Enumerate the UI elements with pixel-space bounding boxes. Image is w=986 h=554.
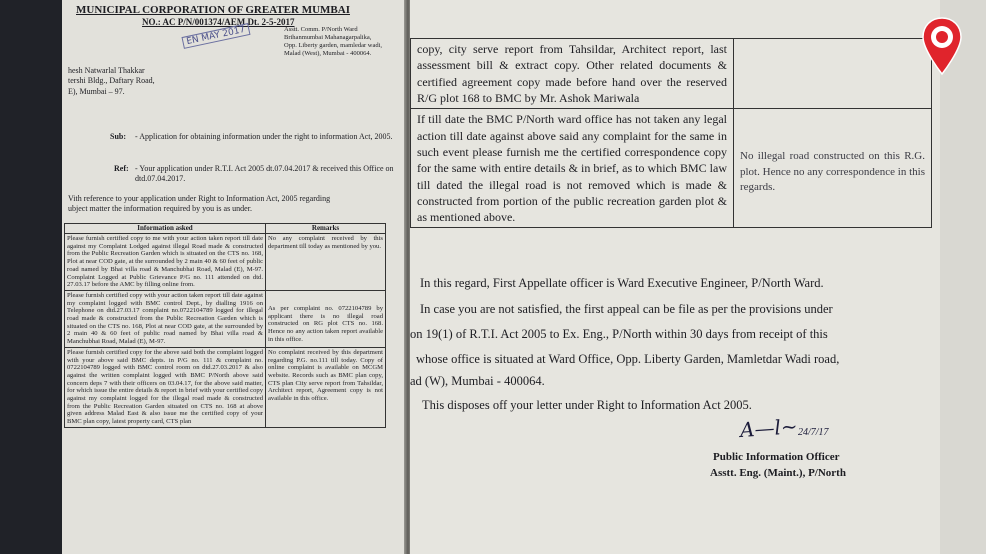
- document-page-left: [62, 0, 406, 554]
- received-stamp: EN MAY 2017: [181, 23, 250, 49]
- reference-label: Ref:: [114, 164, 129, 173]
- document-page-right: [410, 0, 940, 554]
- column-header: Information asked: [65, 224, 266, 234]
- table-row: [65, 234, 386, 291]
- officer-designation: Asstt. Eng. (Maint.), P/North: [710, 467, 846, 479]
- remarks-cell: No any complaint received by this department till today as mentioned by you.: [266, 234, 386, 291]
- remarks-cell: No complaint received by this department regarding P.G. no.111 till today. Copy of online complaint is available on MCGM website. Records such as BMC plan copy, CTS plan City serve report from Tahsildar, Architect report, Agreement copy is not available in this office.: [266, 347, 386, 427]
- table-row: [65, 290, 386, 347]
- background-right: [938, 0, 986, 554]
- officer-title: Public Information Officer: [713, 451, 840, 463]
- information-asked-cell: Please furnish certified copy with your action taken report till date against my complaint logged with BMC control Dept., by dialling 1916 on Telephone on dtd.27.03.17 complaint no.0722104789 logged for illegal road made & constructed from the Public Recreation Garden which is situated on the CTS no. 168, Plot at near COD gate, at the surrounded by 2 main 40 & 60 feet of public road named by Bhai villa road & Manchubhai Road, Malad (E), M-97.: [65, 290, 266, 347]
- background-left: [0, 0, 62, 554]
- table-row: [411, 39, 932, 109]
- appeal-line: In case you are not satisfied, the first appeal can be file as per the provisions under: [420, 302, 833, 316]
- information-asked-cell: If till date the BMC P/North ward office has not taken any legal action till date against above said any complaint for the same in such event please furnish me the certified correspondence copy for the same with entire details & in brief, as to which BMC law till dated the illegal road is not removed which is made & constructed from portion of the public recreation garden plot & as mentioned above.: [411, 109, 734, 228]
- intro-line: ubject matter the information required by you is as under.: [68, 204, 252, 213]
- information-asked-cell: Please furnish certified copy to me with your action taken report till date against my Complaint Lodged against illegal Road made & constructed from the Public Recreation Garden which is situated on the CTS no. 168, Plot at near COD gate, at the surrounded by 2 main 40 & 60 feet of public road named by Bhai villa road & Manchubhai Road, Malad (E), M-97. Complaint Logged at Public Grievance P/G no. 111 attended on dtd. 27.03.17 before the AMC by filling online from.: [65, 234, 266, 291]
- signature: A—l~: [739, 414, 799, 442]
- remarks-cell: No illegal road constructed on this R.G. plot. Hence no any correspondence in this regards.: [734, 109, 932, 228]
- information-asked-cell: Please furnish certified copy for the above said both the complaint logged with your above said BMC depts. in P/G no. 111 & complaint no. 0722104789 logged with BMC control room on dtd.27.03.2017 & also against the written complaint logged with BMC P/North above said concern deps 7 with their officers on 03.04.17, for the above said matter, for which issue the entire details & report in brief with your certified copy against my complaint logged for the illegal road made & constructed from the Public Recreation Garden situated on CTS no. 168 at above given address Malad East & also issue me the certified copy of your BMC plan copy, latest property card, CTS plan: [65, 347, 266, 427]
- recipient-line: tershi Bldg., Daftary Road,: [68, 76, 155, 86]
- signature-date: 24/7/17: [798, 427, 829, 438]
- appeal-line: whose office is situated at Ward Office, Opp. Liberty Garden, Mamletdar Wadi road,: [416, 352, 840, 366]
- appeal-line: ad (W), Mumbai - 400064.: [410, 374, 545, 388]
- appellate-paragraph: In this regard, First Appellate officer is Ward Executive Engineer, P/North Ward.: [420, 276, 824, 290]
- location-pin-logo-icon: [921, 16, 963, 78]
- intro-paragraph: [68, 194, 330, 214]
- recipient-line: hesh Natwarlal Thakkar: [68, 66, 145, 75]
- sender-line: Asstt. Comm. P/North Ward: [284, 26, 358, 33]
- appeal-line: on 19(1) of R.T.I. Act 2005 to Ex. Eng., P/North within 30 days from receipt of this: [410, 327, 828, 341]
- table-header-row: [65, 224, 386, 234]
- table-row: [65, 347, 386, 427]
- remarks-cell: As per complaint no. 0722104789 by applicant there is no illegal road constructed on RG plot CTS no. 168. Hence no any action taken report available in this office.: [266, 290, 386, 347]
- header-title: MUNICIPAL CORPORATION OF GREATER MUMBAI: [76, 4, 350, 16]
- remarks-cell: [734, 39, 932, 109]
- header-reference-number: NO.: AC P/N/001374/AEM Dt. 2-5-2017: [142, 17, 295, 27]
- sender-line: Brihanmumbai Mahanagarpalika,: [284, 34, 372, 42]
- column-header: Remarks: [266, 224, 386, 234]
- information-table: [64, 223, 386, 428]
- information-table-continued: [410, 38, 932, 228]
- subject-label: Sub:: [110, 132, 127, 141]
- recipient-address: [68, 66, 155, 97]
- sender-line: Opp. Liberty garden, mamledar wadi,: [284, 42, 383, 50]
- sender-line: Malad (West), Mumbai - 400064.: [284, 50, 372, 58]
- subject-text: - Application for obtaining information under the right to information Act, 2005.: [135, 132, 393, 141]
- intro-line: Vith reference to your application under Right to Information Act, 2005 regarding: [68, 194, 331, 203]
- information-asked-cell: copy, city serve report from Tahsildar, Architect report, last assessment bill & extract copy. Other related documents & certified agreement copy made before hand over the reserved R/G plot 168 to BMC by Mr. Ashok Mariwala: [411, 39, 734, 109]
- sender-address: [284, 26, 382, 59]
- closing-paragraph: This disposes off your letter under Right to Information Act 2005.: [422, 398, 752, 412]
- recipient-line: E), Mumbai – 97.: [68, 86, 125, 96]
- reference-text: - Your application under R.T.I. Act 2005 dt.07.04.2017 & received this Office on dtd.07.04.2017.: [135, 164, 394, 183]
- table-row: [411, 109, 932, 228]
